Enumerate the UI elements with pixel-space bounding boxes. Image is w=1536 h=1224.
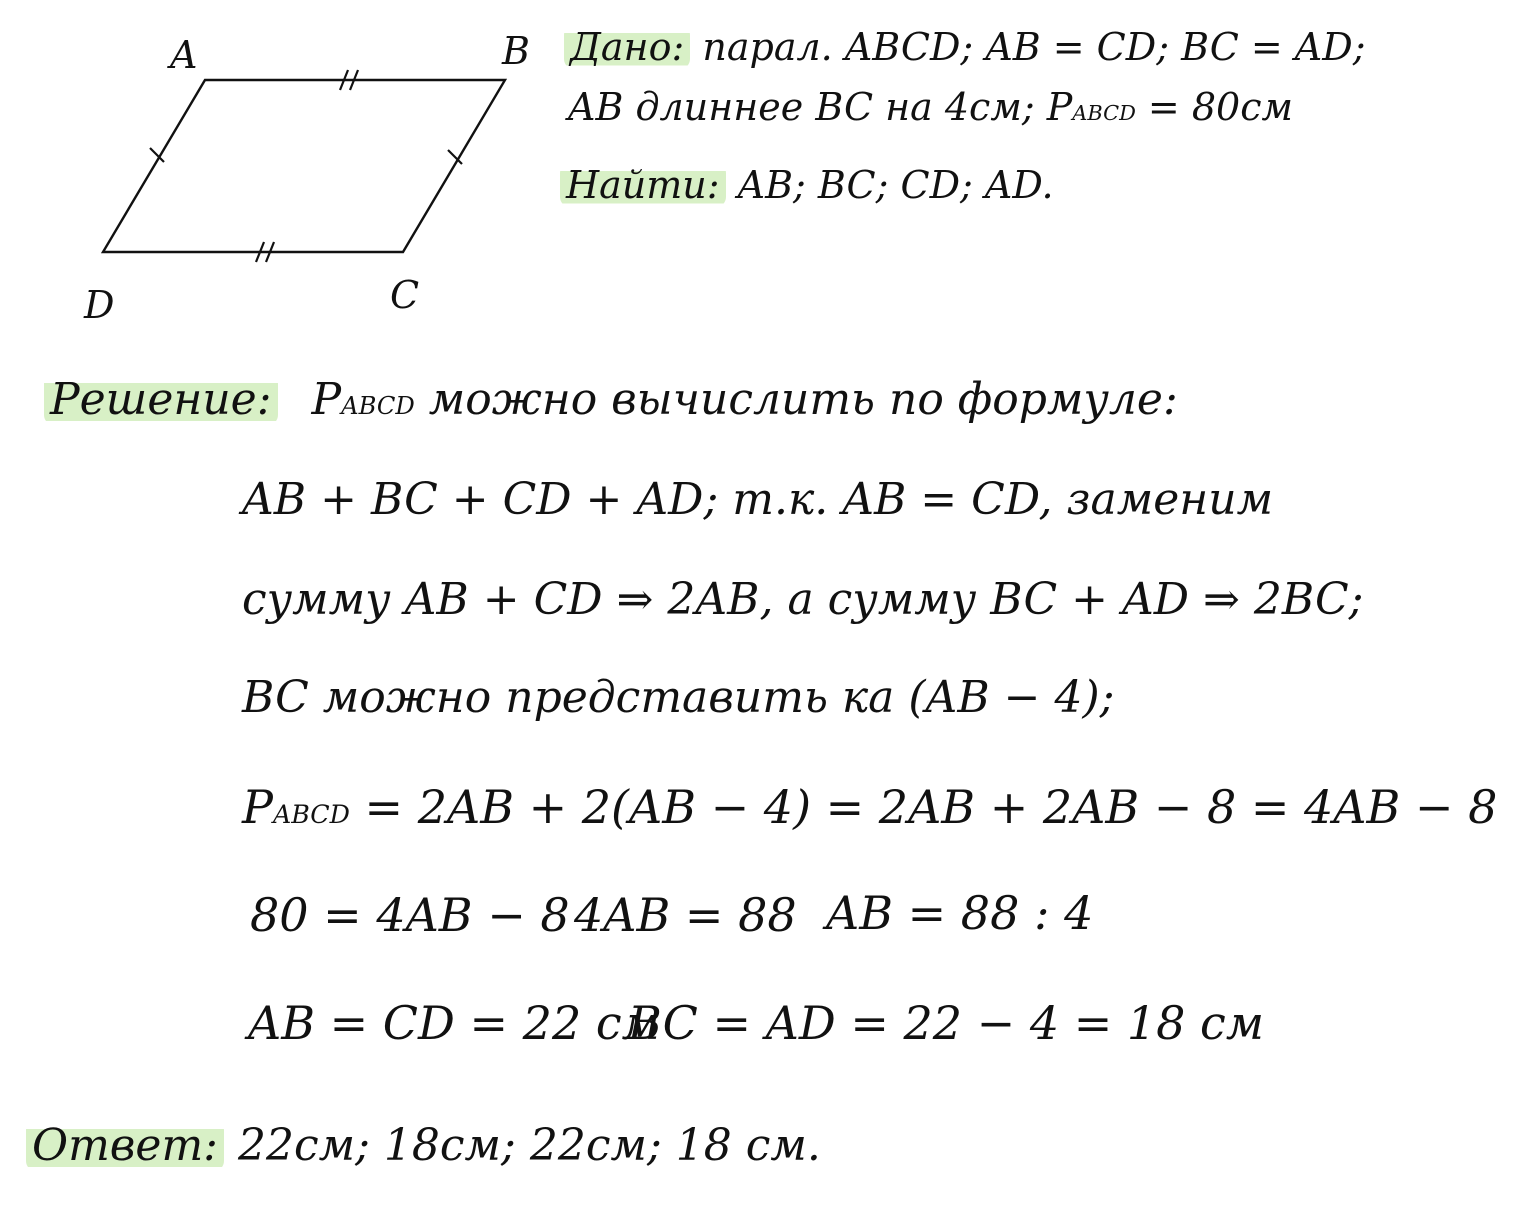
given-text-1: парал. ABCD; AB = CD; BC = AD; (702, 25, 1366, 69)
given-perimeter-subscript: ABCD (1072, 101, 1136, 125)
solution-line-6a: 80 = 4AB − 8 (250, 888, 570, 942)
solution-line-6c: AB = 88 : 4 (826, 886, 1094, 940)
solution-line-5 (242, 780, 1498, 834)
find-text: AB; BC; CD; AD. (737, 163, 1054, 207)
answer-line (26, 1120, 821, 1171)
given-label: Дано: (564, 25, 690, 69)
solution-line-1 (44, 374, 1178, 425)
given-text-2-end: = 80см (1135, 85, 1293, 129)
vertex-label-a: A (170, 33, 198, 77)
solution-line-5-text: = 2AB + 2(AB − 4) = 2AB + 2AB − 8 = 4AB − 8 (349, 780, 1498, 834)
answer-label: Ответ: (26, 1120, 224, 1171)
solution-line-4: BC можно представить ка (AB − 4); (242, 672, 1115, 723)
solution-line-2: AB + BC + CD + AD; т.к. AB = CD, заменим (242, 474, 1274, 525)
find-label: Найти: (560, 163, 726, 207)
answer-text: 22см; 18см; 22см; 18 см. (238, 1120, 821, 1171)
solution-label: Решение: (44, 374, 278, 425)
solution-line-7b: BC = AD = 22 − 4 = 18 см (628, 996, 1264, 1050)
solution-line-6b: 4AB = 88 (574, 888, 797, 942)
solution-line-5-p: P (242, 780, 273, 834)
solution-line-7a: AB = CD = 22 см (248, 996, 660, 1050)
vertex-label-c: C (390, 273, 420, 317)
vertex-label-b: B (502, 29, 530, 73)
solution-line-5-subscript: ABCD (272, 800, 350, 829)
vertex-label-d: D (84, 283, 115, 327)
parallelogram-figure (0, 0, 560, 340)
solution-perimeter-p: P (311, 374, 342, 425)
solution-perimeter-subscript: ABCD (341, 392, 415, 420)
parallelogram-shape (103, 80, 505, 252)
given-line-2 (568, 85, 1293, 129)
solution-line-3: сумму AB + CD ⇒ 2AB, а сумму BC + AD ⇒ 2BC; (242, 574, 1364, 625)
find-line (560, 163, 1054, 207)
given-text-2: AB длиннее BC на 4см; P (568, 85, 1073, 129)
given-line-1 (564, 25, 1366, 69)
solution-text-1: можно вычислить по формуле: (414, 374, 1178, 425)
